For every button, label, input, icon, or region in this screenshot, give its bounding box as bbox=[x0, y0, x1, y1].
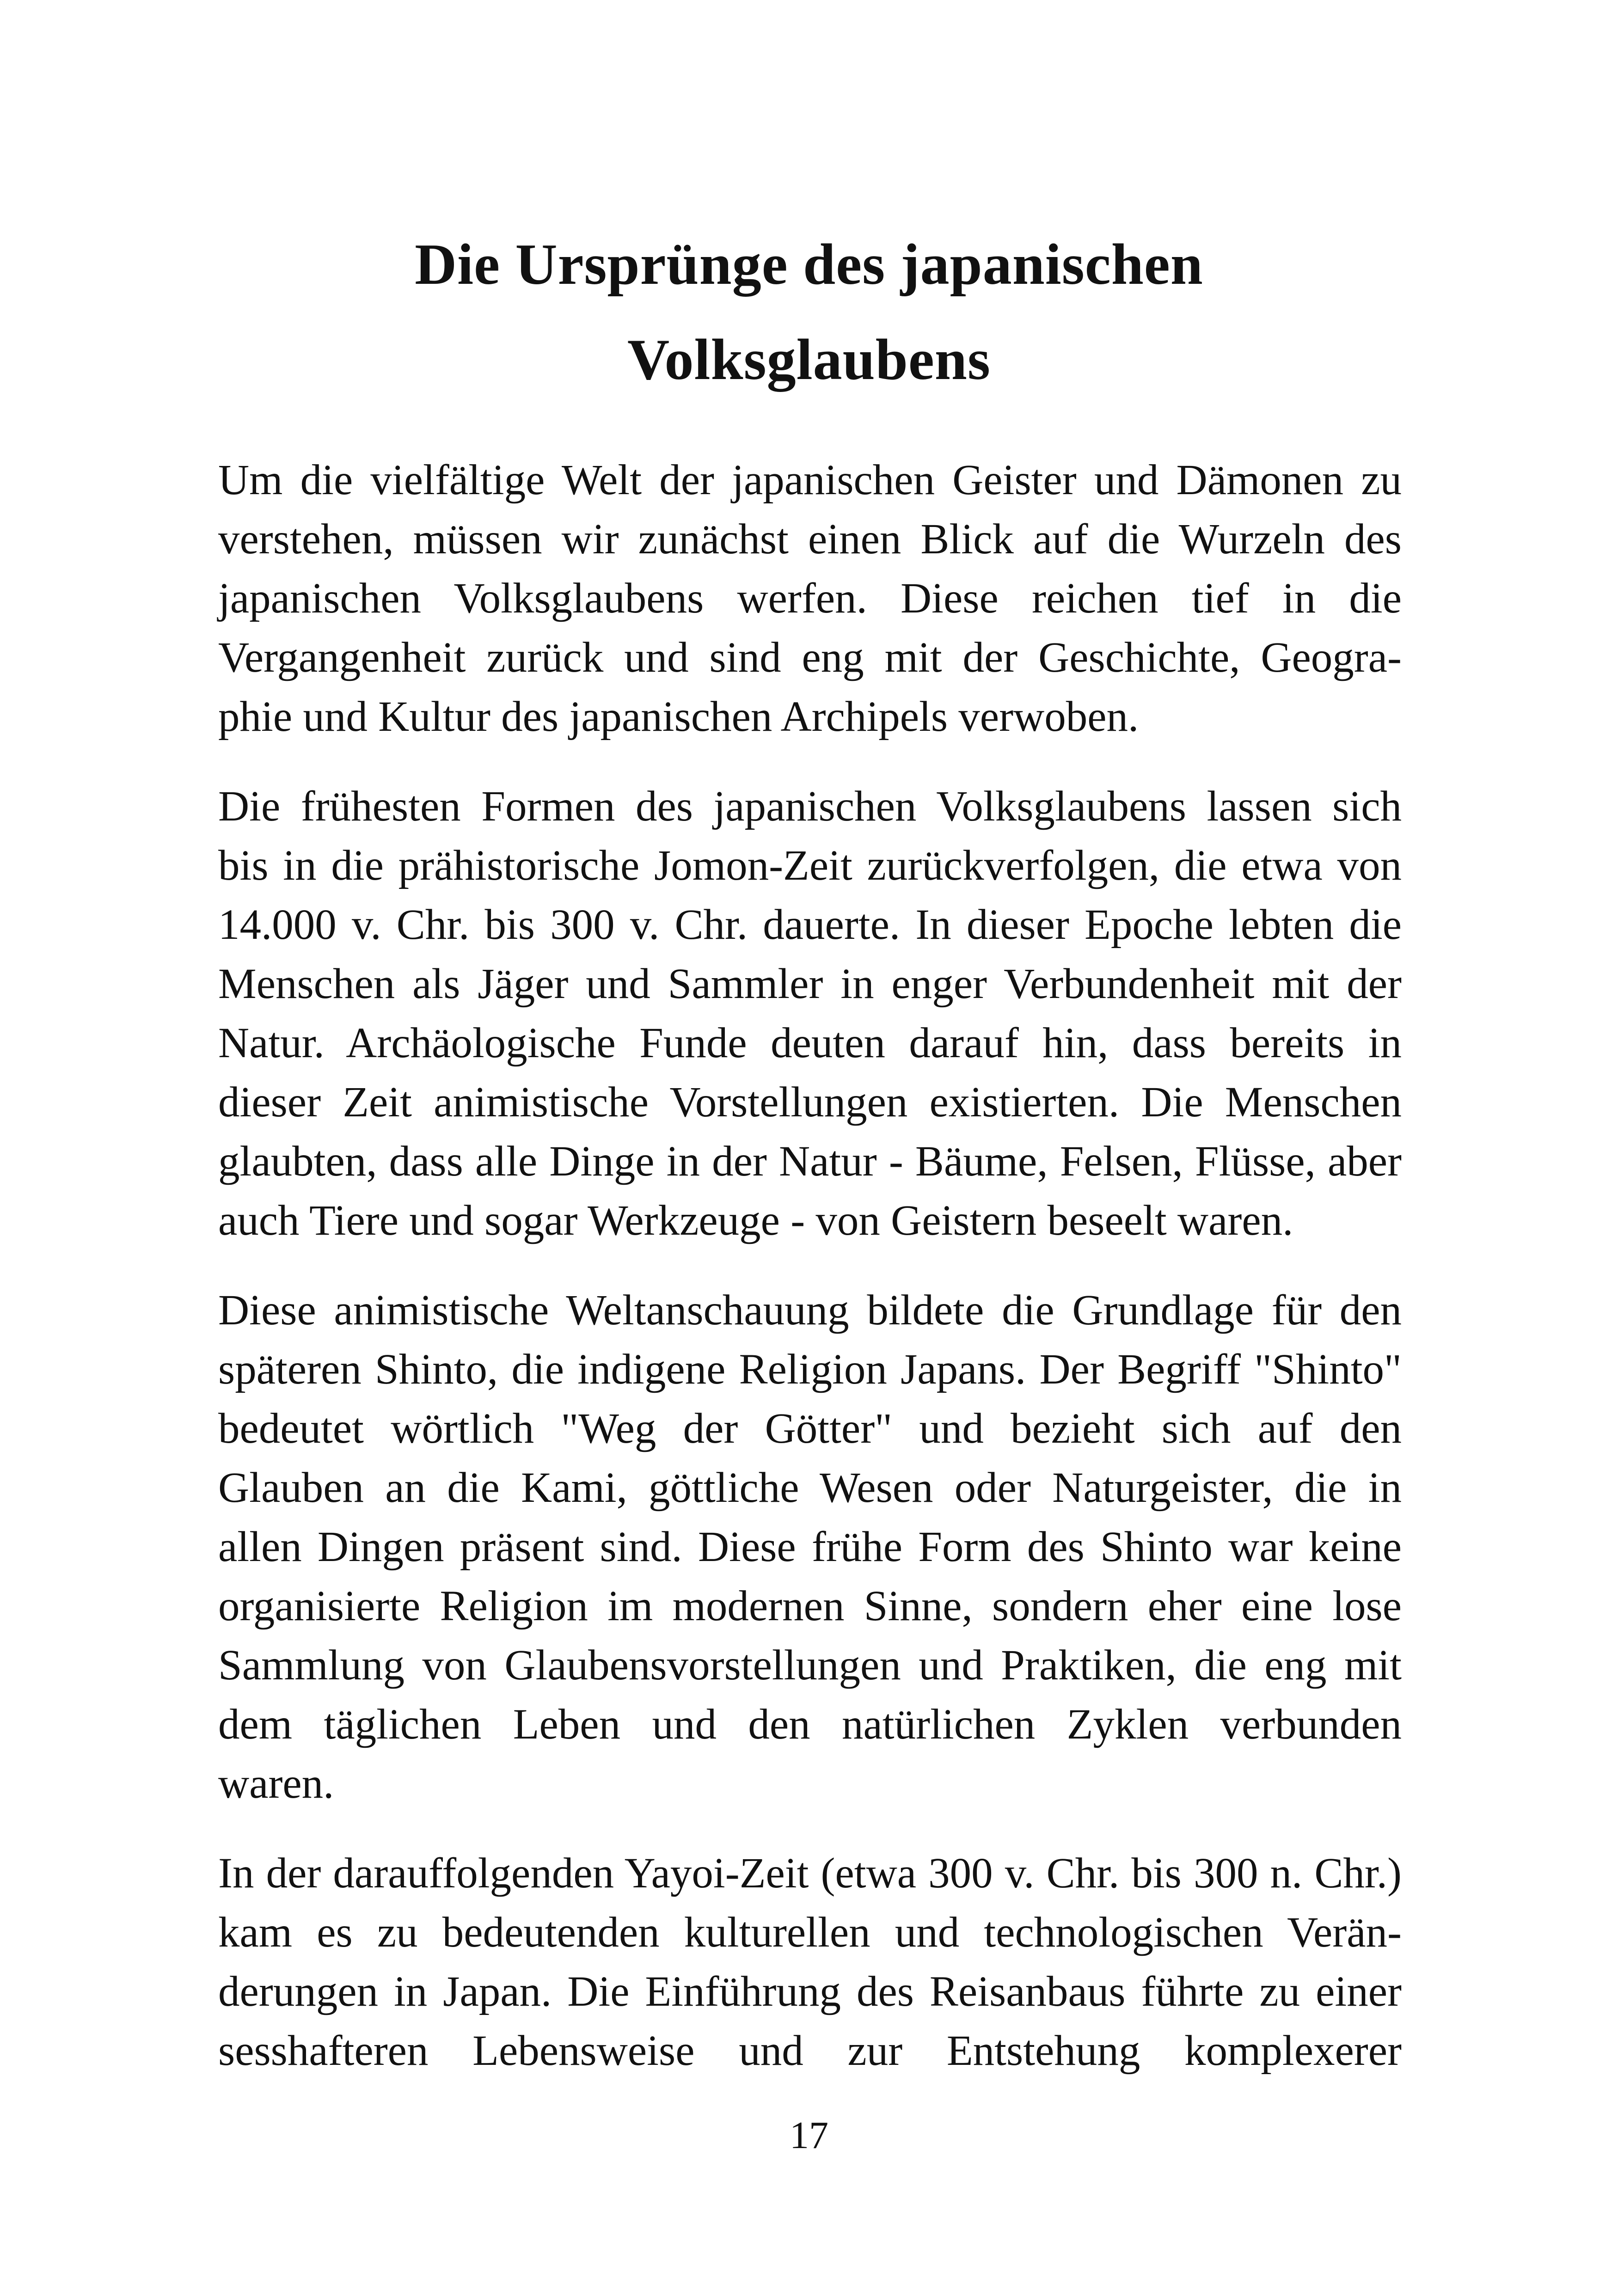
text-line: auch Tiere und sogar Werkzeuge - von Geistern beseelt waren. bbox=[218, 1197, 1293, 1244]
text-line: Menschen als Jäger und Sammler in enger Verbundenheit mit der bbox=[218, 960, 1402, 1008]
text-line: späteren Shinto, die indigene Religion Japans. Der Begriff "Shinto" bbox=[218, 1346, 1402, 1393]
body-text bbox=[218, 451, 1402, 2111]
paragraph-shinto bbox=[218, 1281, 1402, 1813]
chapter-title-line: Volksglaubens bbox=[627, 328, 991, 392]
text-line: 14.000 v. Chr. bis 300 v. Chr. dauerte. In dieser Epoche lebten die bbox=[218, 901, 1402, 949]
text-line: Vergangenheit zurück und sind eng mit der Geschichte, Geogra- bbox=[218, 634, 1402, 681]
text-line: derungen in Japan. Die Einführung des Reisanbaus führte zu einer bbox=[218, 1968, 1402, 2015]
text-line: verstehen, müssen wir zunächst einen Blick auf die Wurzeln des bbox=[218, 515, 1402, 563]
text-line: Diese animistische Weltanschauung bildete die Grundlage für den bbox=[218, 1286, 1402, 1334]
chapter-title-line: Die Ursprünge des japanischen bbox=[415, 233, 1203, 297]
text-line: dem täglichen Leben und den natürlichen Zyklen verbunden bbox=[218, 1701, 1402, 1748]
text-line: organisierte Religion im modernen Sinne, sondern eher eine lose bbox=[218, 1582, 1402, 1630]
chapter-title bbox=[217, 217, 1401, 408]
paragraph-intro bbox=[218, 451, 1402, 747]
text-line: Glauben an die Kami, göttliche Wesen oder Naturgeister, die in bbox=[218, 1464, 1402, 1512]
text-line: Um die vielfältige Welt der japanischen Geister und Dämonen zu bbox=[218, 456, 1402, 504]
text-line: Die frühesten Formen des japanischen Volksglaubens lassen sich bbox=[218, 783, 1402, 830]
paragraph-jomon bbox=[218, 777, 1402, 1250]
text-line: waren. bbox=[218, 1760, 334, 1807]
text-line: In der darauffolgenden Yayoi-Zeit (etwa 300 v. Chr. bis 300 n. Chr.) bbox=[218, 1849, 1402, 1897]
text-line: bedeutet wörtlich "Weg der Götter" und bezieht sich auf den bbox=[218, 1405, 1402, 1452]
text-line: Natur. Archäologische Funde deuten darauf hin, dass bereits in bbox=[218, 1019, 1402, 1067]
text-line: sesshafteren Lebensweise und zur Entstehung komplexerer bbox=[218, 2027, 1402, 2075]
page-number: 17 bbox=[790, 2114, 828, 2157]
text-line: allen Dingen präsent sind. Diese frühe Form des Shinto war keine bbox=[218, 1523, 1402, 1571]
text-line: japanischen Volksglaubens werfen. Diese reichen tief in die bbox=[218, 575, 1402, 622]
text-line: dieser Zeit animistische Vorstellungen existierten. Die Menschen bbox=[218, 1078, 1402, 1126]
text-line: bis in die prähistorische Jomon-Zeit zurückverfolgen, die etwa von bbox=[218, 842, 1402, 889]
text-line: phie und Kultur des japanischen Archipels verwoben. bbox=[218, 693, 1139, 741]
text-line: Sammlung von Glaubensvorstellungen und Praktiken, die eng mit bbox=[218, 1641, 1402, 1689]
paragraph-yayoi bbox=[218, 1844, 1402, 2081]
text-line: glaubten, dass alle Dinge in der Natur - Bäume, Felsen, Flüsse, aber bbox=[218, 1138, 1402, 1185]
text-line: kam es zu bedeutenden kulturellen und technologischen Verän- bbox=[218, 1909, 1402, 1956]
